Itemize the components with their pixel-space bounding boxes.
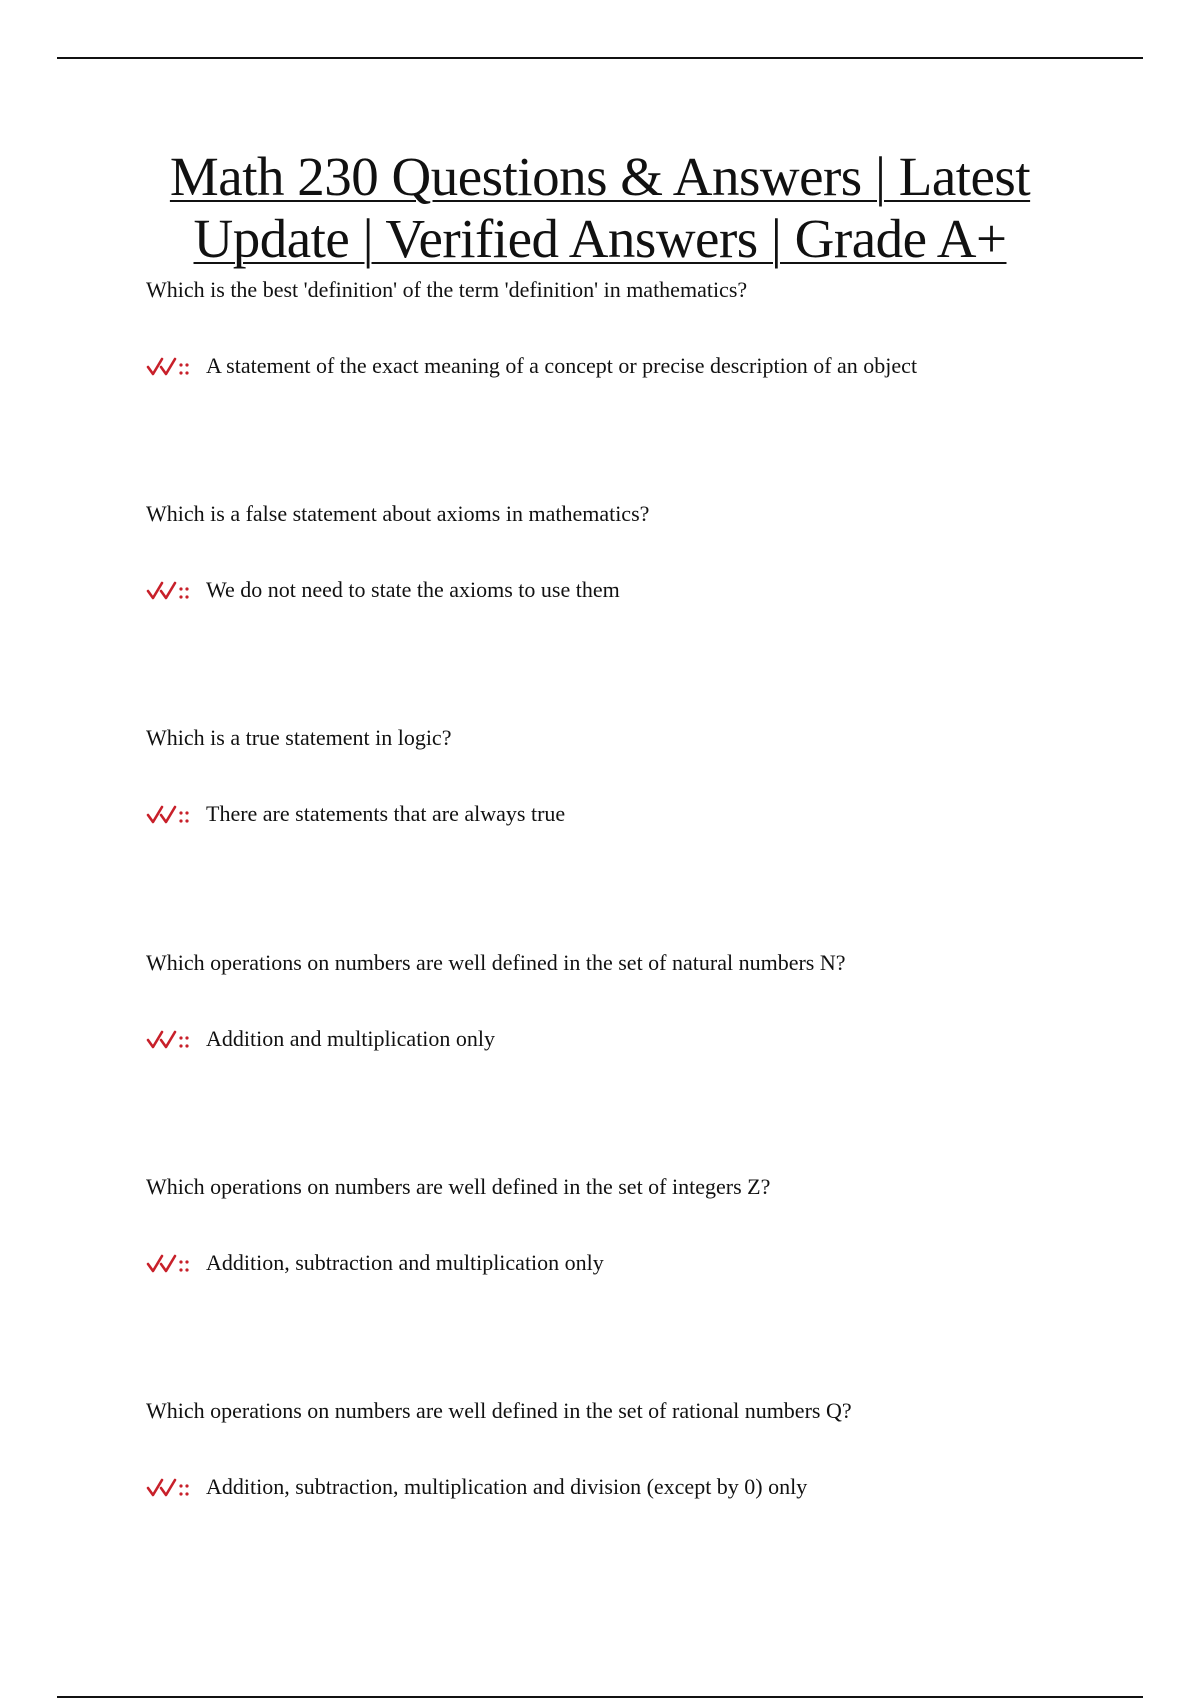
qa-item — [146, 725, 1146, 826]
answer-text: There are statements that are always true — [206, 801, 566, 826]
answer-text: Addition and multiplication only — [206, 1026, 496, 1051]
qa-item — [146, 950, 1146, 1051]
double-check-icon — [146, 1026, 196, 1052]
question-text: Which operations on numbers are well defined in the set of integers Z? — [146, 1174, 771, 1199]
document-title — [100, 146, 1100, 270]
question-text: Which operations on numbers are well defined in the set of natural numbers N? — [146, 950, 846, 975]
answer-text: A statement of the exact meaning of a concept or precise description of an object — [206, 353, 918, 378]
double-check-icon — [146, 1250, 196, 1276]
double-check-icon — [146, 577, 196, 603]
answer-row — [146, 1026, 495, 1052]
answer-row — [146, 353, 917, 379]
double-check-icon — [146, 1474, 196, 1500]
answer-text: We do not need to state the axioms to use them — [206, 577, 620, 602]
title-line-2: Update | Verified Answers | Grade A+ — [193, 208, 1007, 269]
question-text: Which is a false statement about axioms in mathematics? — [146, 501, 650, 526]
double-check-icon — [146, 353, 196, 379]
answer-row — [146, 577, 620, 603]
top-rule — [57, 57, 1143, 59]
answer-row — [146, 801, 565, 827]
qa-item — [146, 277, 1146, 378]
answer-row — [146, 1250, 604, 1276]
qa-item — [146, 1398, 1146, 1499]
title-line-1: Math 230 Questions & Answers | Latest — [169, 146, 1031, 207]
answer-row — [146, 1474, 807, 1500]
answer-text: Addition, subtraction and multiplication only — [206, 1250, 604, 1275]
answer-text: Addition, subtraction, multiplication and division (except by 0) only — [206, 1474, 808, 1499]
qa-item — [146, 1174, 1146, 1275]
bottom-rule — [57, 1696, 1143, 1698]
question-text: Which is the best 'definition' of the term 'definition' in mathematics? — [146, 277, 748, 302]
double-check-icon — [146, 801, 196, 827]
qa-item — [146, 501, 1146, 602]
question-text: Which operations on numbers are well defined in the set of rational numbers Q? — [146, 1398, 852, 1423]
question-text: Which is a true statement in logic? — [146, 725, 452, 750]
